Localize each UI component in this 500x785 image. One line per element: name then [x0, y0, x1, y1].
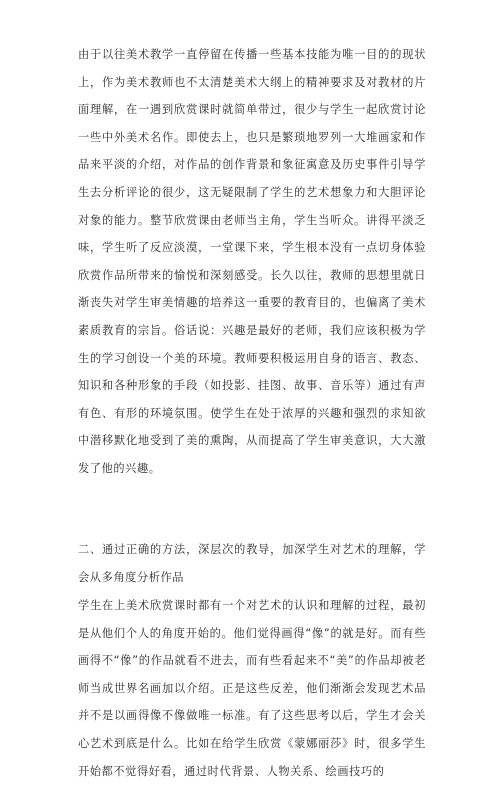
- body-paragraph: 由于以往美术教学一直停留在传播一些基本技能为唯一目的的现状上，作为美术教师也不太清楚美术大纲上的精神要求及对教材的片面理解，在一遇到欣赏课时就简单带过，很少与学生一起欣赏讨论一些中外美术名作。即使去上，也只是繁琐地罗列一大堆画家和作品来平淡的介绍，对作品的创作背景和象征寓意及历史事件引导学生去分析评论的很少，这无疑限制了学生的艺术想象力和大胆评论对象的能力。整节欣赏课由老师当主角，学生当听众。讲得平淡乏味，学生听了反应淡漠，一堂课下来，学生根本没有一点切身体验欣赏作品所带来的愉悦和深刻感受。长久以往，教师的思想里就日渐丧失对学生审美情趣的培养这一重要的教育目的，也偏离了美术素质教育的宗旨。俗话说：兴趣是最好的老师，我们应该积极为学生的学习创设一个美的环境。教师要积极运用自身的语言、教态、知识和各种形象的手段（如投影、挂图、故事、音乐等）通过有声有色、有形的环境氛围。使学生在处于浓厚的兴趣和强烈的求知欲中潜移默化地受到了美的熏陶，从而提高了学生审美意识，大大激发了他的兴趣。: [78, 48, 426, 475]
- section-heading: 二、通过正确的方法，深层次的教导，加深学生对艺术的理解，学会从多角度分析作品: [78, 543, 426, 584]
- body-paragraph: 学生在上美术欣赏课时都有一个对艺术的认识和理解的过程，最初是从他们个人的角度开始的。他们觉得画得“像”的就是好。而有些画得不“像”的作品就看不进去，而有些看起来不“美”的作品却被老师当成世界名画加以介绍。正是这些反差，他们渐渐会发现艺术品并不是以画得像不像做唯一标准。有了这些思考以后，学生才会关心艺术到底是什么。比如在给学生欣赏《蒙娜丽莎》时，很多学生开始都不觉得好看，通过时代背景、人物关系、绘画技巧的: [78, 599, 426, 778]
